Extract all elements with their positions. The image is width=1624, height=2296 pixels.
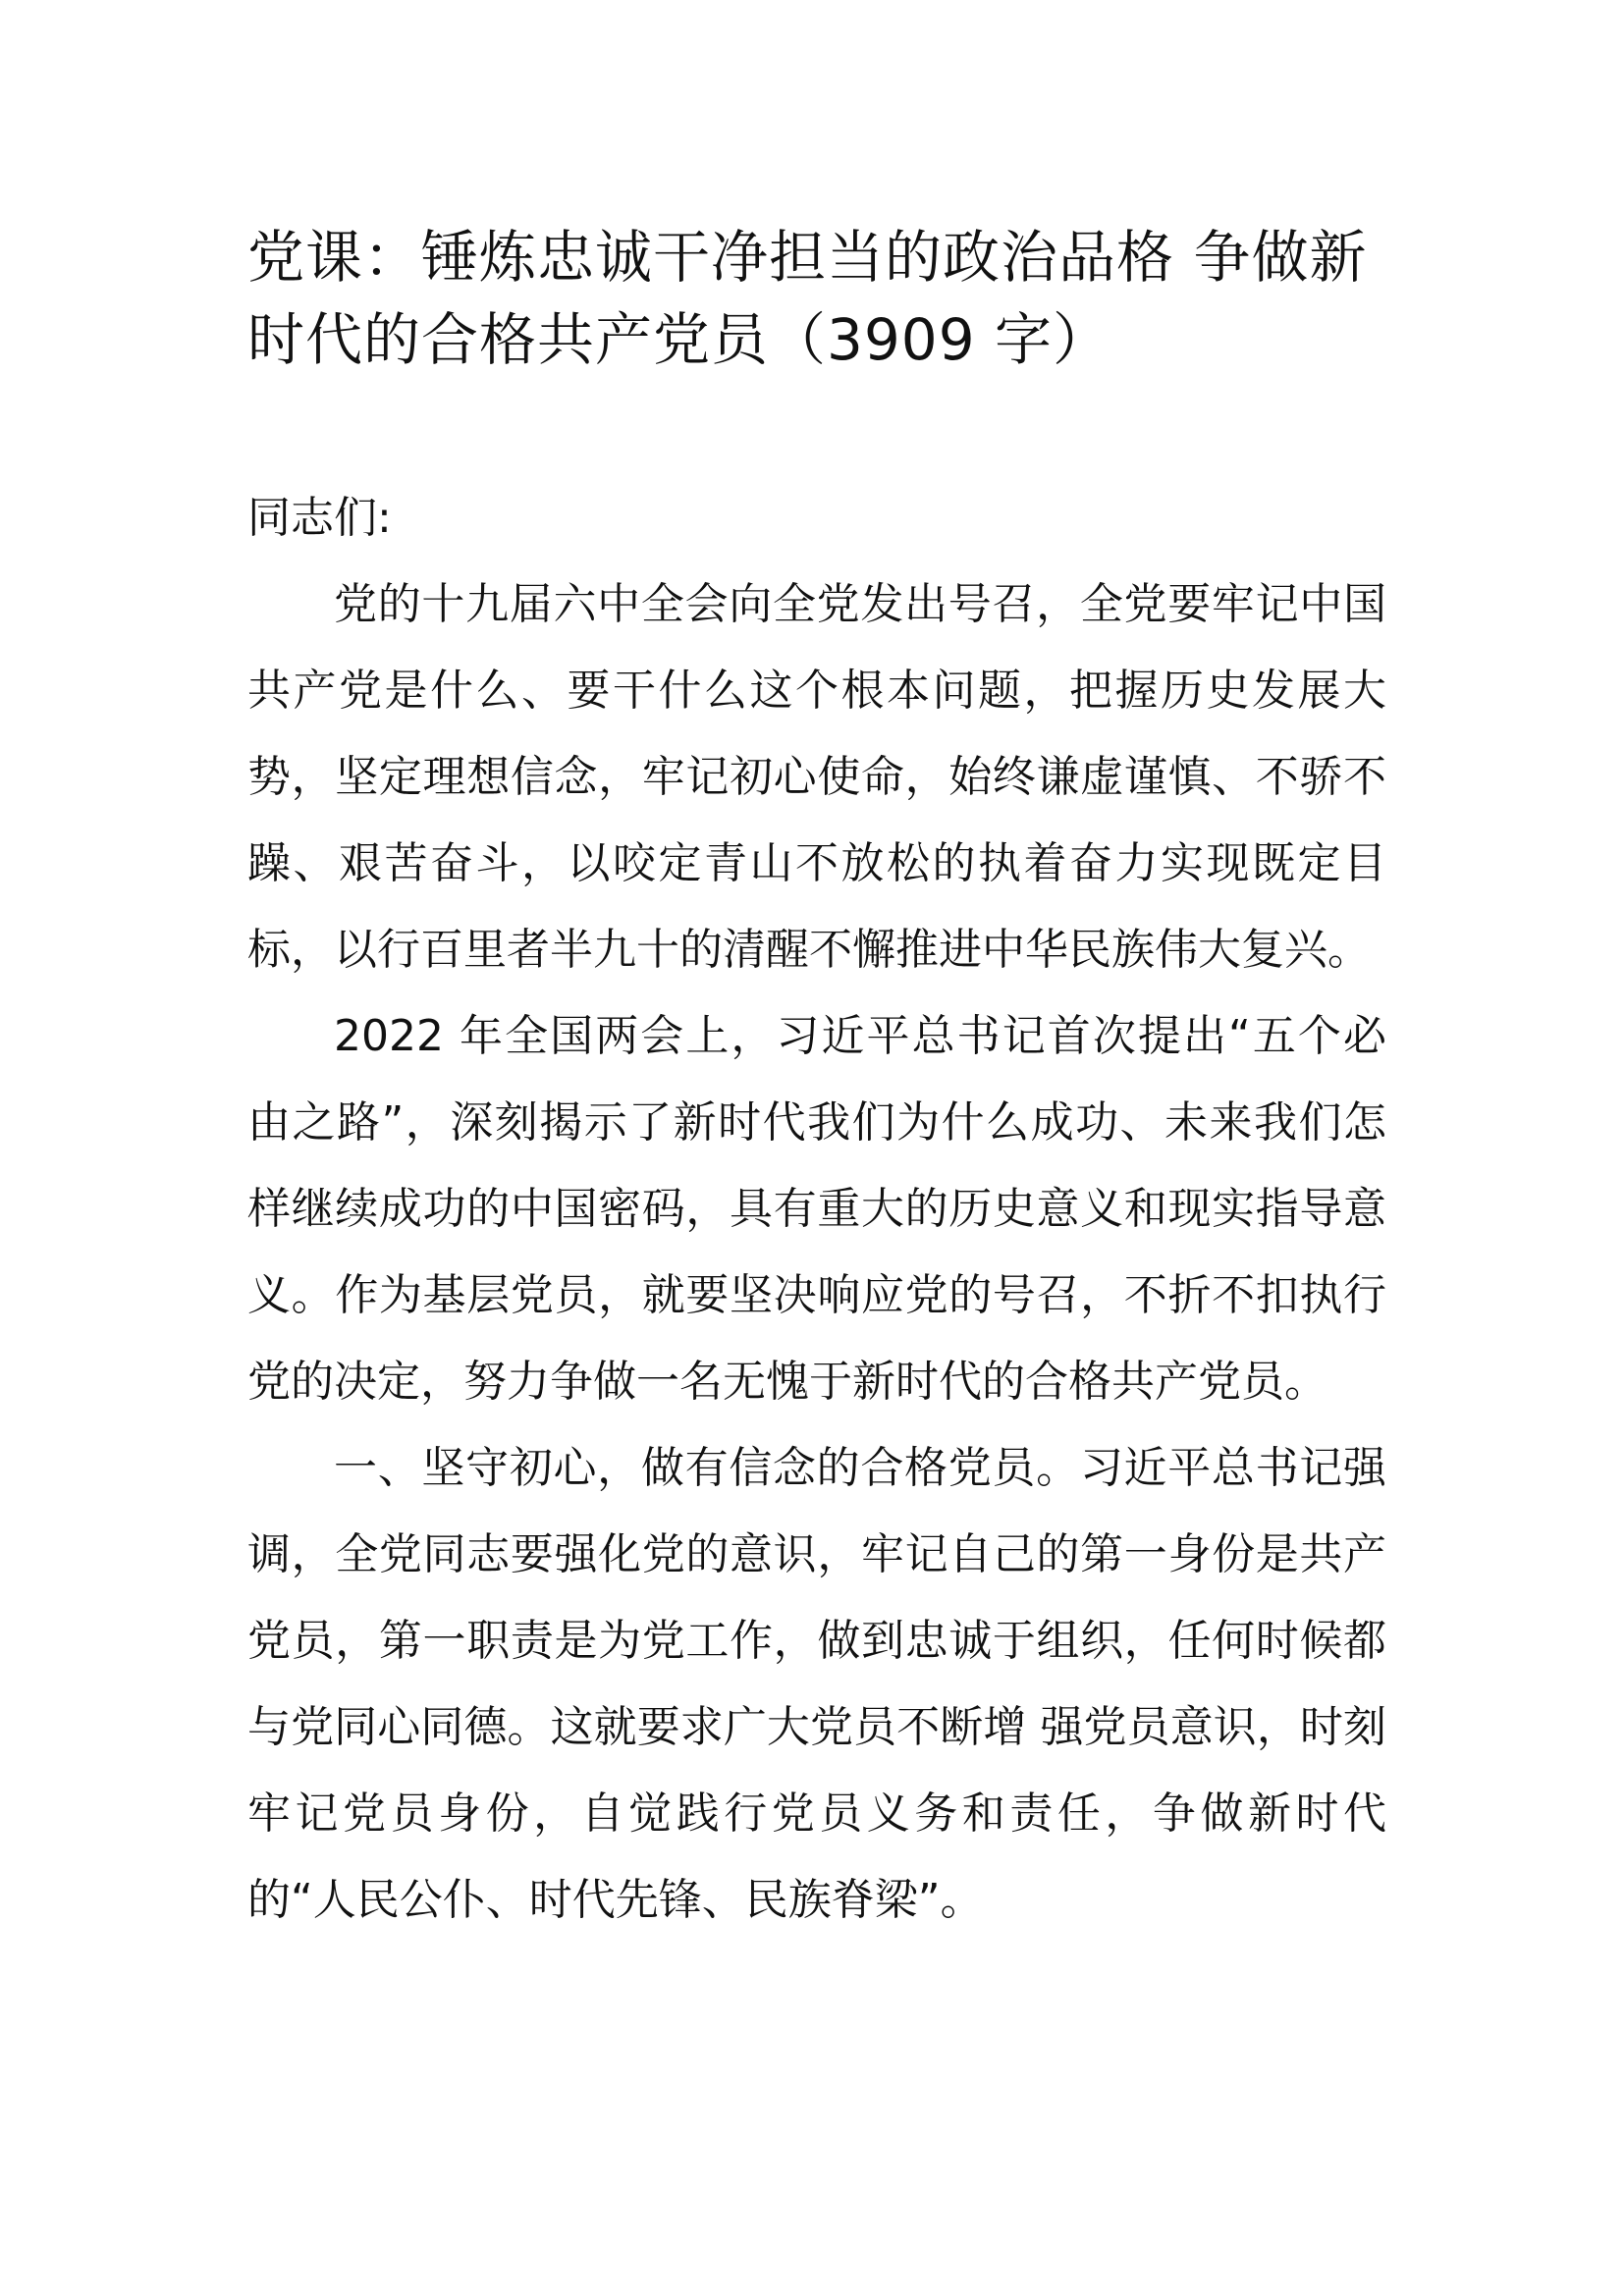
document-body [247,216,1386,1944]
page-title: 党课：锤炼忠诚干净担当的政治品格 争做新时代的合格共产党员（3909 字） [247,224,1368,373]
paragraph-2: 2022 年全国两会上，习近平总书记首次提出“五个必由之路”，深刻揭示了新时代我们为什么成功、未来我们怎样继续成功的中国密码，具有重大的历史意义和现实指导意义。作为基层党员，就要坚决响应党的号召，不折不扣执行党的决定，努力争做一名无愧于新时代的合格共产党员。 [247,1011,1386,1407]
paragraph-1: 党的十九届六中全会向全党发出号召，全党要牢记中国共产党是什么、要干什么这个根本问题，把握历史发展大势，坚定理想信念，牢记初心使命，始终谦虚谨慎、不骄不躁、艰苦奋斗，以咬定青山不放松的执着奋力实现既定目标，以行百里者半九十的清醒不懈推进中华民族伟大复兴。 [247,579,1386,975]
salutation: 同志们: [247,493,392,543]
paragraph-3: 一、坚守初心，做有信念的合格党员。习近平总书记强调，全党同志要强化党的意识，牢记自己的第一身份是共产党员，第一职责是为党工作，做到忠诚于组织，任何时候都与党同心同德。这就要求广大党员不断增 强党员意识，时刻牢记党员身份，自觉践行党员义务和责任，争做新时代的“人民公仆、时代先锋、民族脊梁”。 [247,1443,1386,1925]
